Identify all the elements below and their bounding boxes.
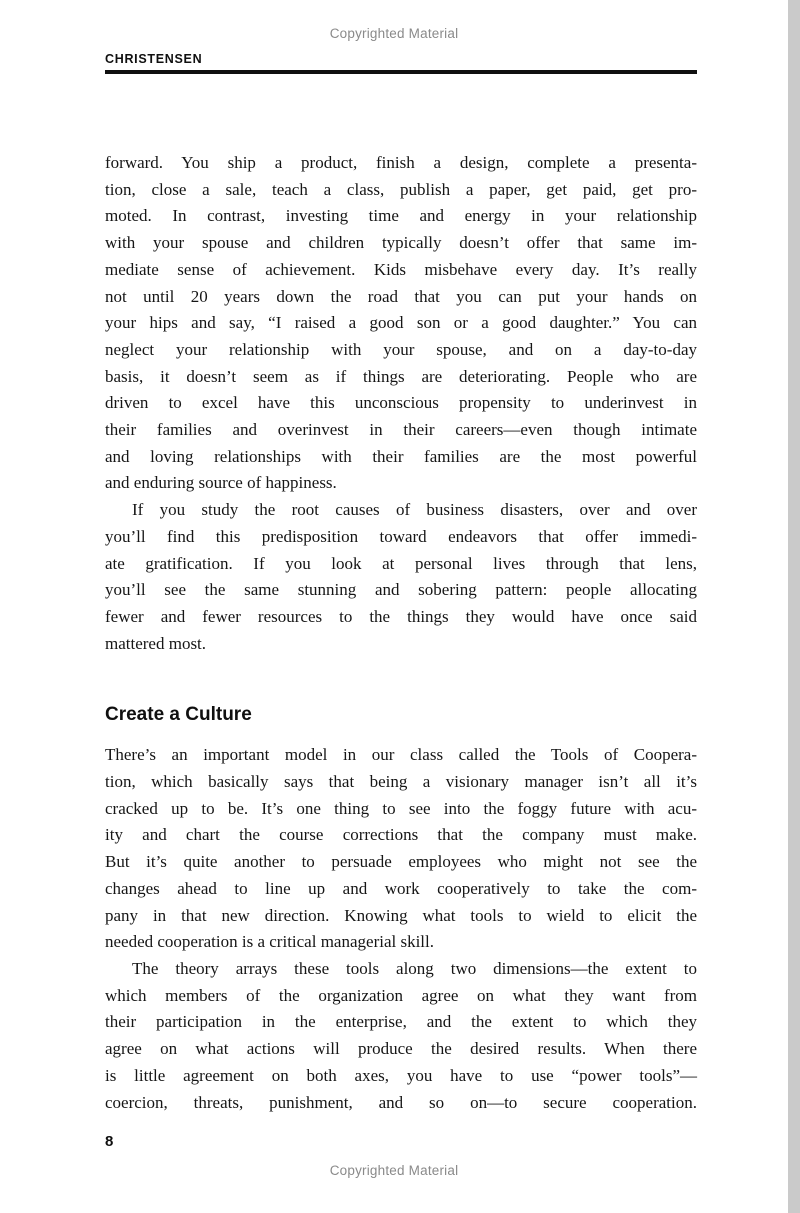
text-line: changes ahead to line up and work cooperatively to take the com- <box>105 878 697 898</box>
text-line: coercion, threats, punishment, and so on—to secure cooperation. <box>105 1092 697 1112</box>
text-line: ity and chart the course corrections that the company must make. <box>105 825 697 845</box>
text-line: basis, it doesn’t seem as if things are deteriorating. People who are <box>105 366 697 386</box>
header-rule <box>105 70 697 74</box>
text-line: and enduring source of happiness. <box>105 473 337 493</box>
text-line: you’ll see the same stunning and sobering pattern: people allocating <box>105 580 697 600</box>
section-heading: Create a Culture <box>105 704 252 726</box>
text-line: fewer and fewer resources to the things they would have once said <box>105 606 697 626</box>
text-line: There’s an important model in our class called the Tools of Coopera- <box>105 745 697 765</box>
text-line: their participation in the enterprise, and the extent to which they <box>105 1012 697 1032</box>
text-line: driven to excel have this unconscious propensity to underinvest in <box>105 393 697 413</box>
text-line: The theory arrays these tools along two dimensions—the extent to <box>132 958 697 978</box>
copyright-notice-top: Copyrighted Material <box>329 26 459 41</box>
text-line: ate gratification. If you look at personal lives through that lens, <box>105 553 697 573</box>
text-line: is little agreement on both axes, you have to use “power tools”— <box>105 1065 697 1085</box>
paragraph-continuation <box>105 150 697 497</box>
text-line: you’ll find this predisposition toward endeavors that offer immedi- <box>105 526 697 546</box>
page-edge-shadow <box>788 0 800 1213</box>
running-header: CHRISTENSEN <box>105 52 203 66</box>
text-line: and loving relationships with their families are the most powerful <box>105 446 697 466</box>
text-line: needed cooperation is a critical managerial skill. <box>105 932 435 952</box>
text-line: agree on what actions will produce the desired results. When there <box>105 1039 697 1059</box>
text-line: their families and overinvest in their careers—even though intimate <box>105 420 697 440</box>
text-line: cracked up to be. It’s one thing to see into the foggy future with acu- <box>105 798 697 818</box>
text-line: which members of the organization agree on what they want from <box>105 985 697 1005</box>
paragraph <box>105 497 697 657</box>
text-line: your hips and say, “I raised a good son or a good daughter.” You can <box>105 313 697 333</box>
text-line: mediate sense of achievement. Kids misbehave every day. It’s really <box>105 259 697 279</box>
page-text <box>105 150 697 1116</box>
text-line: tion, which basically says that being a visionary manager isn’t all it’s <box>105 772 697 792</box>
copyright-notice-bottom: Copyrighted Material <box>329 1163 459 1178</box>
text-line: moted. In contrast, investing time and energy in your relationship <box>105 206 697 226</box>
page-number: 8 <box>105 1133 114 1150</box>
text-line: mattered most. <box>105 633 207 653</box>
text-line: not until 20 years down the road that you can put your hands on <box>105 286 697 306</box>
text-line: If you study the root causes of business disasters, over and over <box>132 500 697 520</box>
text-line: But it’s quite another to persuade employees who might not see the <box>105 852 697 872</box>
paragraph <box>105 742 697 956</box>
text-line: pany in that new direction. Knowing what tools to wield to elicit the <box>105 905 697 925</box>
text-line: neglect your relationship with your spouse, and on a day-to-day <box>105 339 697 359</box>
text-line: with your spouse and children typically doesn’t offer that same im- <box>105 233 697 253</box>
text-line: forward. You ship a product, finish a design, complete a presenta- <box>105 153 697 172</box>
text-line: tion, close a sale, teach a class, publish a paper, get paid, get pro- <box>105 179 697 199</box>
paragraph <box>105 956 697 1116</box>
